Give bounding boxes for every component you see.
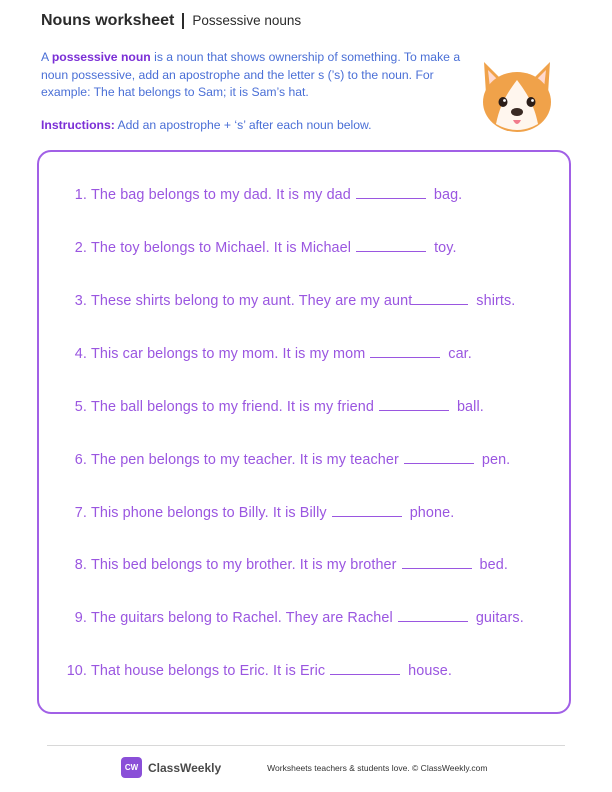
answer-blank[interactable] <box>356 186 426 199</box>
question-item <box>39 292 569 309</box>
answer-blank[interactable] <box>404 451 474 464</box>
question-text: The toy belongs to Michael. It is Michael <box>91 240 352 256</box>
question-text: The ball belongs to my friend. It is my friend <box>91 399 374 415</box>
intro-prefix: A <box>41 50 52 64</box>
answer-blank[interactable] <box>356 239 426 252</box>
instructions <box>41 118 372 132</box>
question-end: bed. <box>479 557 508 573</box>
question-item <box>39 239 569 256</box>
question-item <box>39 504 569 521</box>
page-header <box>41 12 301 30</box>
answer-blank[interactable] <box>379 398 449 411</box>
question-text: That house belongs to Eric. It is Eric <box>91 663 326 679</box>
question-number: 6. <box>74 452 87 468</box>
question-text: This phone belongs to Billy. It is Billy <box>91 505 327 521</box>
intro-text: is a noun that shows ownership of something. To make a noun possessive, add an apostrophe and the letter s (’s) to the noun. For example: The hat belongs to Sam; it is Sam’s hat. <box>41 50 461 99</box>
question-number: 10. <box>66 663 87 679</box>
question-number: 3. <box>74 293 87 309</box>
answer-blank[interactable] <box>402 556 472 569</box>
question-item <box>39 556 569 573</box>
title-separator <box>182 13 184 29</box>
question-text: The bag belongs to my dad. It is my dad <box>91 187 351 203</box>
question-number: 9. <box>74 610 87 626</box>
question-end: shirts. <box>476 293 516 309</box>
question-number: 5. <box>74 399 87 415</box>
question-end: guitars. <box>475 610 524 626</box>
answer-blank[interactable] <box>412 292 468 305</box>
instructions-label: Instructions: <box>41 118 115 132</box>
question-end: phone. <box>409 505 455 521</box>
question-item <box>39 186 569 203</box>
question-text: The guitars belong to Rachel. They are Rachel <box>91 610 393 626</box>
question-text: The pen belongs to my teacher. It is my teacher <box>91 452 399 468</box>
question-number: 1. <box>74 187 87 203</box>
intro-paragraph <box>41 49 461 102</box>
answer-blank[interactable] <box>370 345 440 358</box>
footer-tagline: Worksheets teachers & students love. © ClassWeekly.com <box>267 762 488 773</box>
question-item <box>39 609 569 626</box>
worksheet-subtitle: Possessive nouns <box>192 13 302 28</box>
question-end: toy. <box>434 240 457 256</box>
question-item <box>39 345 569 362</box>
question-end: pen. <box>481 452 511 468</box>
question-end: ball. <box>456 399 484 415</box>
question-item <box>39 398 569 415</box>
answer-blank[interactable] <box>398 609 468 622</box>
question-number: 8. <box>74 557 87 573</box>
page-footer <box>121 757 487 778</box>
footer-divider <box>47 745 565 746</box>
answer-blank[interactable] <box>330 662 400 675</box>
brand-name: ClassWeekly <box>148 760 222 775</box>
question-item <box>39 451 569 468</box>
question-end: bag. <box>433 187 463 203</box>
answer-blank[interactable] <box>332 504 402 517</box>
question-number: 4. <box>74 346 87 362</box>
question-text: This car belongs to my mom. It is my mom <box>91 346 366 362</box>
question-text: This bed belongs to my brother. It is my brother <box>91 557 397 573</box>
question-end: house. <box>408 663 452 679</box>
question-text: These shirts belong to my aunt. They are my aunt <box>91 293 413 309</box>
question-number: 2. <box>74 240 87 256</box>
worksheet-title: Nouns worksheet <box>41 12 175 29</box>
instructions-text: Add an apostrophe + ‘s’ after each noun below. <box>114 118 372 132</box>
classweekly-logo-icon: CW <box>121 757 142 778</box>
question-end: car. <box>448 346 472 362</box>
corgi-dog-icon <box>472 54 562 138</box>
question-number: 7. <box>74 505 87 521</box>
intro-term: possessive noun <box>51 50 151 64</box>
question-item <box>39 662 569 679</box>
questions-box <box>37 150 571 714</box>
